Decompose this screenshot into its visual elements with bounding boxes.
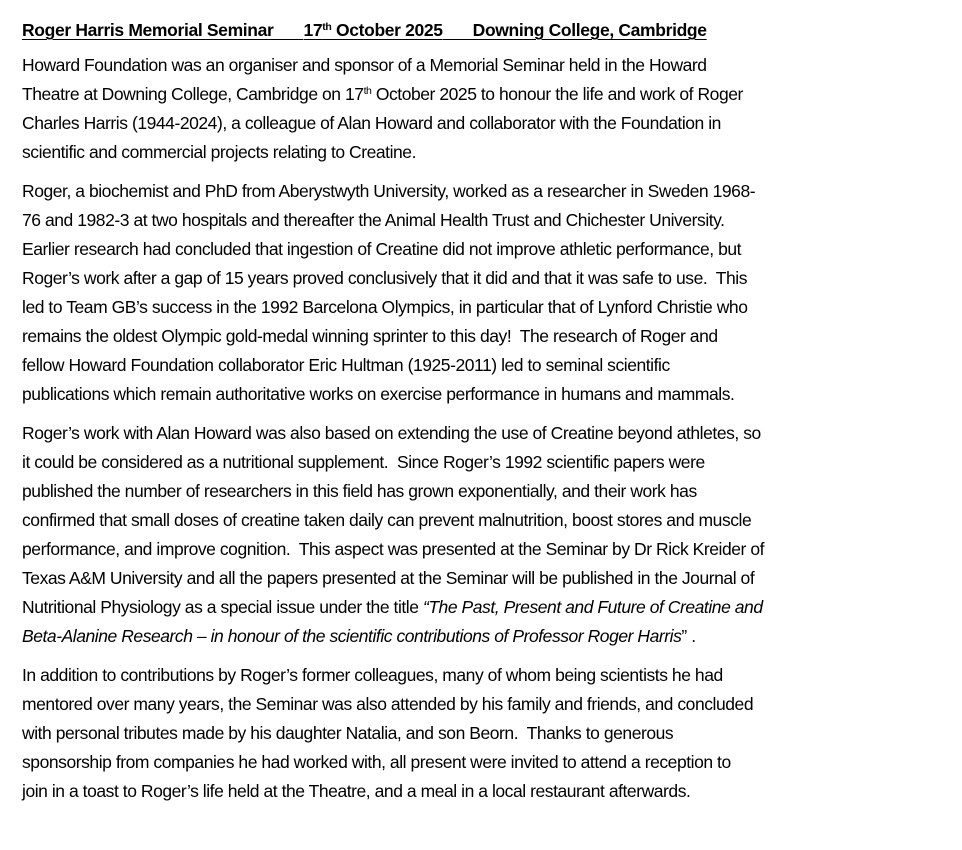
text-span: October 2025 to honour the life and work of Roger xyxy=(371,84,743,104)
paragraph-introduction xyxy=(22,51,927,167)
special-issue-title: “The Past, Present and Future of Creatine and xyxy=(422,597,763,617)
text-line: Howard Foundation was an organiser and sponsor of a Memorial Seminar held in the Howard xyxy=(22,55,707,75)
ordinal-suffix: th xyxy=(363,85,372,98)
text-line: it could be considered as a nutritional supplement. Since Roger’s 1992 scientific papers were xyxy=(22,452,705,472)
text-line: remains the oldest Olympic gold-medal winning sprinter to this day! The research of Roger and xyxy=(22,326,718,346)
document-heading xyxy=(22,17,927,43)
text-line: performance, and improve cognition. This aspect was presented at the Seminar by Dr Rick Kreider of xyxy=(22,539,765,559)
heading-date-rest: October 2025 xyxy=(331,20,443,40)
heading-date-day: 17 xyxy=(303,20,323,40)
text-line: fellow Howard Foundation collaborator Eric Hultman (1925-2011) led to seminal scientific xyxy=(22,355,670,375)
text-line xyxy=(22,80,927,109)
heading-date xyxy=(303,20,442,40)
text-span: Nutritional Physiology as a special issue under the title xyxy=(22,597,423,617)
paragraph-research xyxy=(22,419,927,651)
text-line: mentored over many years, the Seminar was also attended by his family and friends, and concluded xyxy=(22,694,754,714)
heading-spacer xyxy=(443,38,473,40)
heading-date-suffix: th xyxy=(322,21,332,34)
heading-title: Roger Harris Memorial Seminar xyxy=(22,20,274,40)
text-line: Roger’s work with Alan Howard was also based on extending the use of Creatine beyond athletes, so xyxy=(22,423,761,443)
heading-venue: Downing College, Cambridge xyxy=(472,20,707,40)
text-line: In addition to contributions by Roger’s former colleagues, many of whom being scientists he had xyxy=(22,665,723,685)
text-line: scientific and commercial projects relating to Creatine. xyxy=(22,142,417,162)
text-line: published the number of researchers in this field has grown exponentially, and their work has xyxy=(22,481,697,501)
text-line: publications which remain authoritative works on exercise performance in humans and mammals. xyxy=(22,384,735,404)
text-line: Roger, a biochemist and PhD from Aberystwyth University, worked as a researcher in Sweden 1968- xyxy=(22,181,756,201)
text-span: ” . xyxy=(681,626,696,646)
text-line: Texas A&M University and all the papers presented at the Seminar will be published in the Journal of xyxy=(22,568,755,588)
text-span: Theatre at Downing College, Cambridge on 17 xyxy=(22,84,364,104)
text-line: confirmed that small doses of creatine taken daily can prevent malnutrition, boost stores and muscle xyxy=(22,510,752,530)
text-line: Earlier research had concluded that ingestion of Creatine did not improve athletic performance, but xyxy=(22,239,742,259)
text-line: sponsorship from companies he had worked with, all present were invited to attend a reception to xyxy=(22,752,731,772)
document-page xyxy=(22,17,927,816)
paragraph-biography xyxy=(22,177,927,409)
paragraph-attendance xyxy=(22,661,927,806)
text-line: led to Team GB’s success in the 1992 Barcelona Olympics, in particular that of Lynford Christie who xyxy=(22,297,748,317)
special-issue-title: Beta-Alanine Research – in honour of the scientific contributions of Professor Roger Harris xyxy=(22,626,682,646)
text-line: join in a toast to Roger’s life held at the Theatre, and a meal in a local restaurant afterwards. xyxy=(22,781,691,801)
text-line: Charles Harris (1944-2024), a colleague of Alan Howard and collaborator with the Foundation in xyxy=(22,113,721,133)
heading-spacer xyxy=(273,38,303,40)
text-line: Roger’s work after a gap of 15 years proved conclusively that it did and that it was safe to use. This xyxy=(22,268,748,288)
text-line: 76 and 1982-3 at two hospitals and thereafter the Animal Health Trust and Chichester University. xyxy=(22,210,725,230)
text-line xyxy=(22,622,927,651)
text-line: with personal tributes made by his daughter Natalia, and son Beorn. Thanks to generous xyxy=(22,723,674,743)
text-line xyxy=(22,593,927,622)
